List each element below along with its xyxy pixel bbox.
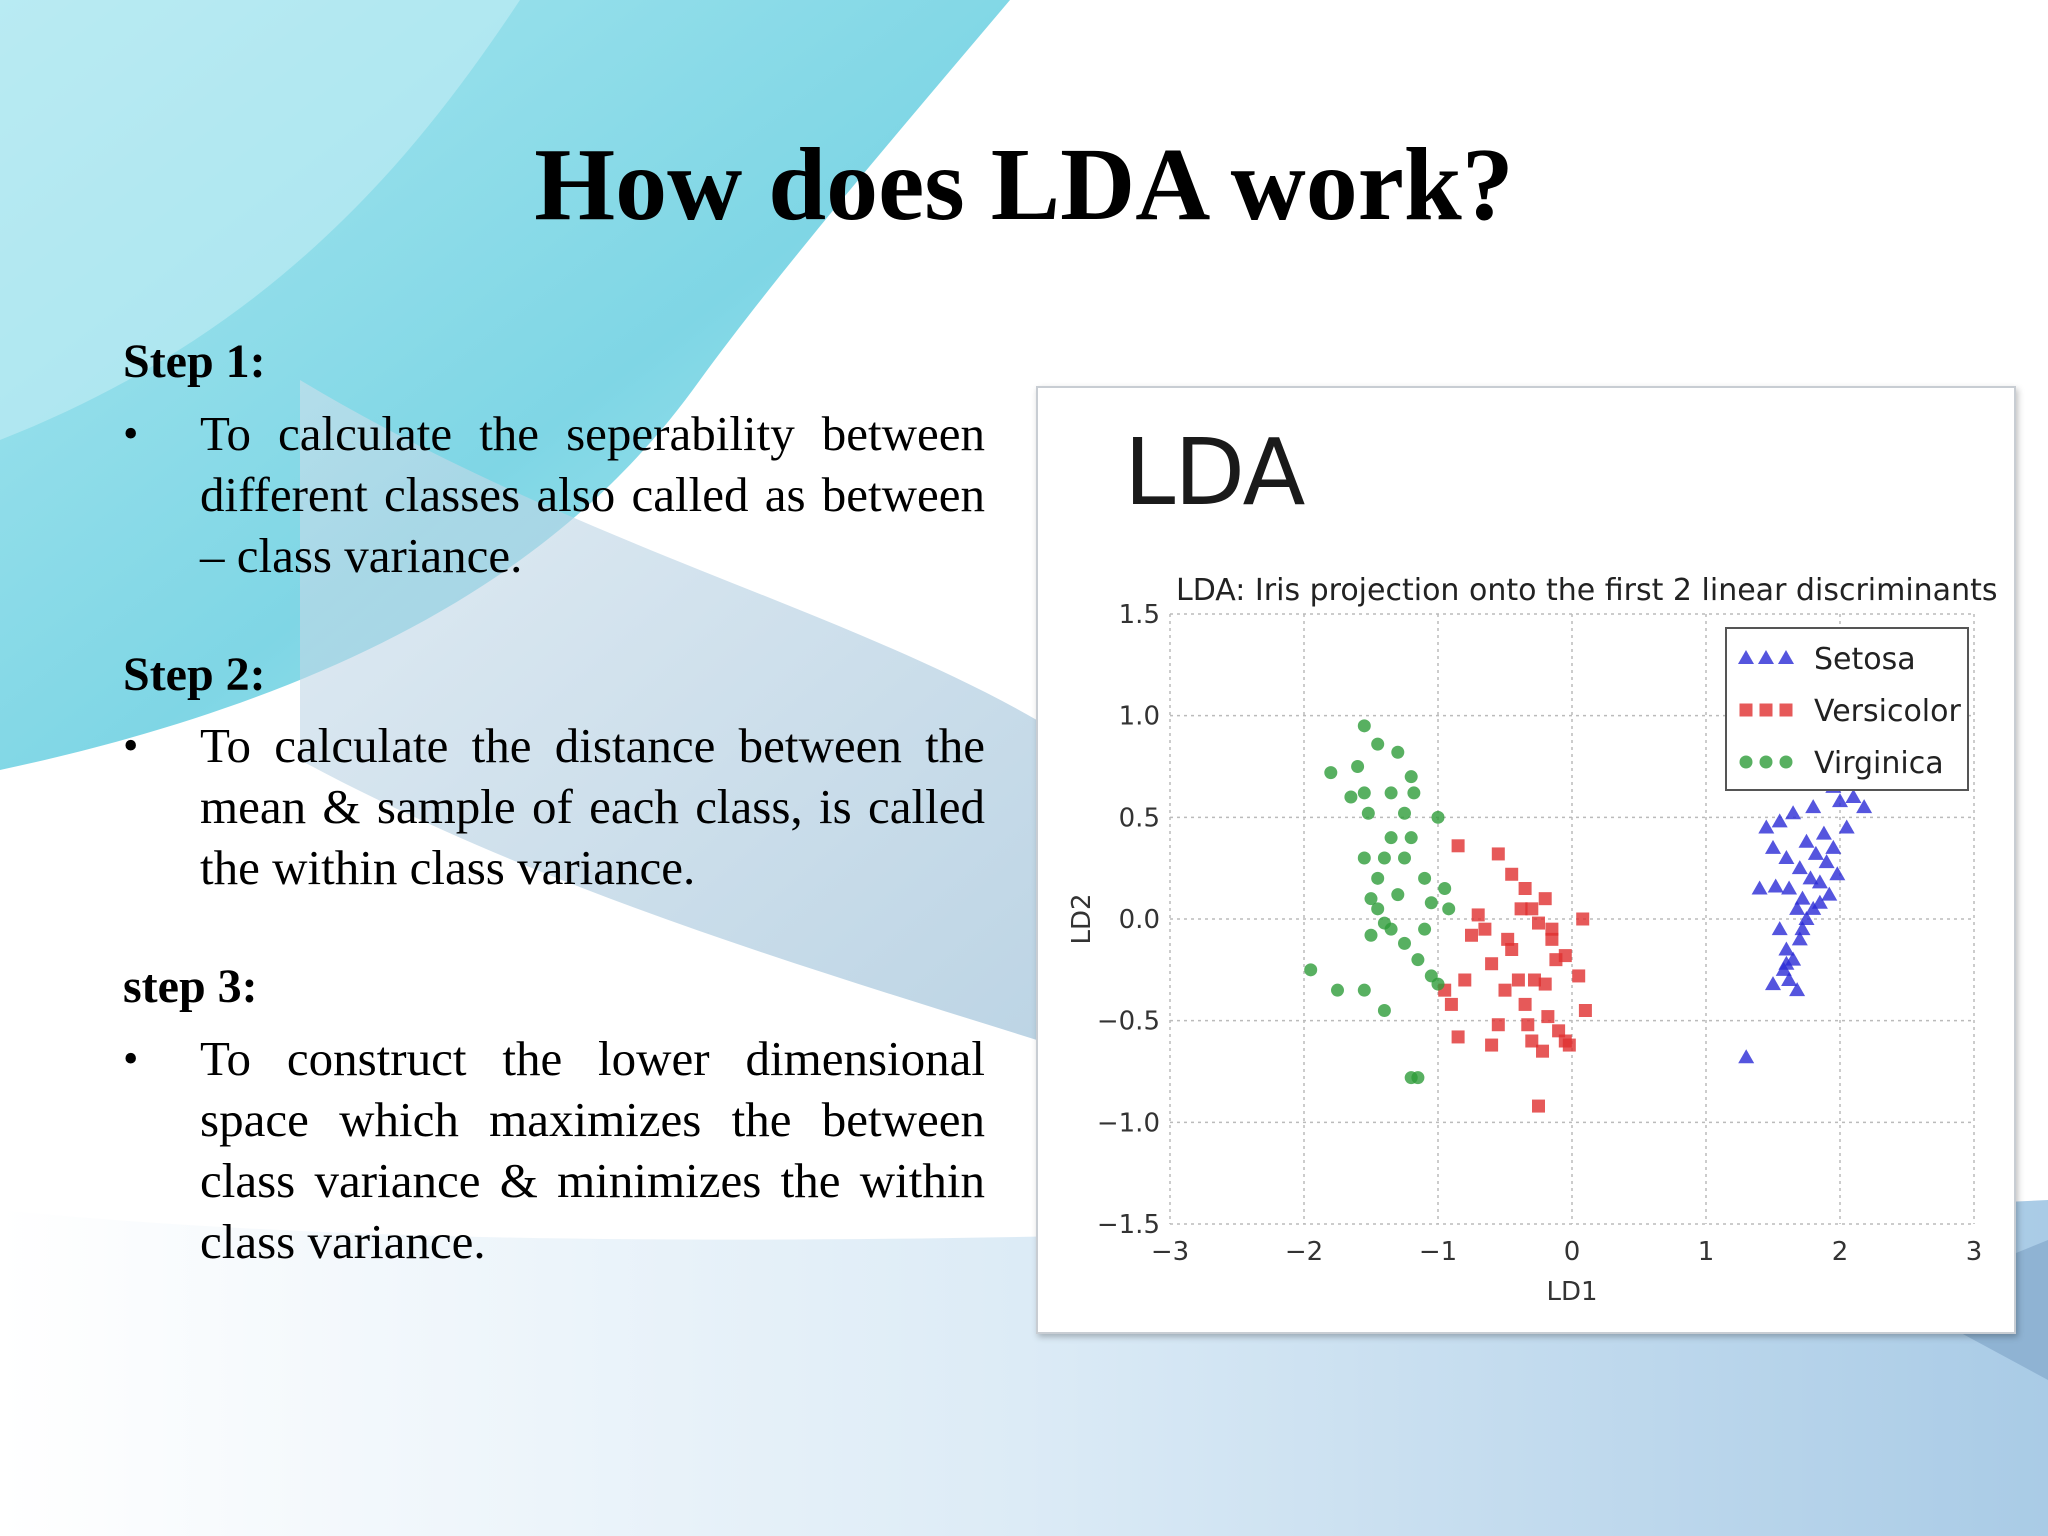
y-tick-label: −1.0 xyxy=(1096,1108,1160,1139)
versicolor-point xyxy=(1485,957,1498,970)
virginica-point xyxy=(1418,872,1431,885)
virginica-point xyxy=(1358,984,1371,997)
virginica-point xyxy=(1432,811,1445,824)
y-axis-label: LD2 xyxy=(1067,893,1097,945)
versicolor-point xyxy=(1579,1004,1592,1017)
virginica-point xyxy=(1398,937,1411,950)
y-tick-label: 0.5 xyxy=(1118,803,1160,834)
setosa-point xyxy=(1825,840,1841,854)
slide-title: How does LDA work? xyxy=(534,127,1514,242)
legend-virginica-marker xyxy=(1780,756,1793,769)
virginica-point xyxy=(1411,953,1424,966)
virginica-point xyxy=(1351,760,1364,773)
versicolor-point xyxy=(1549,953,1562,966)
virginica-point xyxy=(1425,896,1438,909)
virginica-point xyxy=(1405,831,1418,844)
legend-setosa-label: Setosa xyxy=(1814,642,1916,677)
virginica-point xyxy=(1344,791,1357,804)
y-tick-label: −0.5 xyxy=(1096,1006,1160,1037)
legend-virginica-label: Virginica xyxy=(1814,746,1944,781)
setosa-point xyxy=(1839,820,1855,834)
virginica-point xyxy=(1398,852,1411,865)
versicolor-point xyxy=(1485,1039,1498,1052)
setosa-point xyxy=(1778,942,1794,956)
step-text: To construct the lower dimensional space which maximizes the between class variance & minimizes the within class variance. xyxy=(200,1030,985,1269)
virginica-point xyxy=(1378,1004,1391,1017)
x-tick-label: 2 xyxy=(1831,1237,1849,1267)
virginica-point xyxy=(1331,984,1344,997)
step-text: To calculate the seperability between different classes also called as between – class variance. xyxy=(200,405,985,583)
versicolor-point xyxy=(1532,1100,1545,1113)
virginica-point xyxy=(1378,852,1391,865)
virginica-point xyxy=(1432,978,1445,991)
versicolor-point xyxy=(1539,892,1552,905)
x-tick-label: −1 xyxy=(1418,1237,1458,1267)
virginica-point xyxy=(1371,902,1384,915)
virginica-point xyxy=(1371,872,1384,885)
setosa-point xyxy=(1829,866,1845,880)
figure-title: LDA xyxy=(1124,419,1305,526)
x-tick-label: −3 xyxy=(1150,1237,1190,1267)
versicolor-point xyxy=(1545,923,1558,936)
setosa-point xyxy=(1765,976,1781,990)
virginica-point xyxy=(1438,882,1451,895)
bullet-icon: • xyxy=(123,721,139,771)
legend-versicolor-label: Versicolor xyxy=(1814,694,1961,729)
virginica-point xyxy=(1371,738,1384,751)
lda-scatter-plot xyxy=(1038,388,2014,1332)
virginica-point xyxy=(1442,902,1455,915)
virginica-point xyxy=(1385,831,1398,844)
step-3 xyxy=(123,958,985,1272)
versicolor-point xyxy=(1515,902,1528,915)
legend-versicolor-marker xyxy=(1780,704,1793,717)
setosa-point xyxy=(1772,813,1788,827)
versicolor-point xyxy=(1478,923,1491,936)
setosa-point xyxy=(1772,921,1788,935)
versicolor-point xyxy=(1576,913,1589,926)
x-tick-label: 0 xyxy=(1563,1237,1581,1267)
setosa-point xyxy=(1845,789,1861,803)
virginica-point xyxy=(1324,766,1337,779)
versicolor-point xyxy=(1572,969,1585,982)
legend-versicolor-marker xyxy=(1760,704,1773,717)
step-bullet-item xyxy=(123,403,985,586)
virginica-point xyxy=(1418,923,1431,936)
versicolor-point xyxy=(1465,929,1478,942)
setosa-point xyxy=(1792,860,1808,874)
virginica-point xyxy=(1385,786,1398,799)
versicolor-point xyxy=(1499,984,1512,997)
bullet-icon: • xyxy=(123,408,139,458)
virginica-point xyxy=(1358,719,1371,732)
versicolor-point xyxy=(1512,974,1525,987)
setosa-point xyxy=(1799,834,1815,848)
versicolor-point xyxy=(1539,978,1552,991)
setosa-point xyxy=(1768,878,1784,892)
step-2 xyxy=(123,646,985,899)
virginica-point xyxy=(1358,852,1371,865)
versicolor-point xyxy=(1563,1039,1576,1052)
step-heading: step 3: xyxy=(123,960,258,1014)
x-axis-label: LD1 xyxy=(1546,1277,1598,1307)
y-tick-label: 1.5 xyxy=(1118,600,1160,630)
virginica-point xyxy=(1407,786,1420,799)
lda-figure xyxy=(1036,386,2016,1334)
legend-virginica-marker xyxy=(1740,756,1753,769)
virginica-point xyxy=(1405,770,1418,783)
step-heading: Step 2: xyxy=(123,647,266,701)
setosa-point xyxy=(1758,820,1774,834)
versicolor-point xyxy=(1505,868,1518,881)
virginica-point xyxy=(1391,888,1404,901)
virginica-point xyxy=(1362,807,1375,820)
setosa-point xyxy=(1785,805,1801,819)
x-tick-label: 3 xyxy=(1965,1237,1983,1267)
legend-virginica-marker xyxy=(1760,756,1773,769)
x-tick-label: 1 xyxy=(1697,1237,1715,1267)
setosa-point xyxy=(1816,826,1832,840)
step-heading: Step 1: xyxy=(123,335,266,388)
virginica-point xyxy=(1405,1071,1418,1084)
setosa-point xyxy=(1778,850,1794,864)
y-tick-label: 1.0 xyxy=(1118,701,1160,732)
versicolor-point xyxy=(1472,908,1485,921)
virginica-point xyxy=(1391,746,1404,759)
step-bullet-item xyxy=(123,1028,985,1272)
setosa-point xyxy=(1808,846,1824,860)
bullet-icon: • xyxy=(123,1033,139,1083)
setosa-point xyxy=(1752,881,1768,895)
versicolor-point xyxy=(1521,1018,1534,1031)
x-tick-label: −2 xyxy=(1284,1237,1324,1267)
chart-title: LDA: Iris projection onto the first 2 linear discriminants xyxy=(1176,573,1998,608)
y-tick-label: 0.0 xyxy=(1118,905,1160,935)
setosa-point xyxy=(1821,887,1837,901)
virginica-point xyxy=(1304,963,1317,976)
setosa-point xyxy=(1805,799,1821,813)
y-tick-label: −1.5 xyxy=(1096,1210,1160,1240)
setosa-point xyxy=(1738,1049,1754,1063)
virginica-point xyxy=(1358,786,1371,799)
virginica-point xyxy=(1398,807,1411,820)
versicolor-point xyxy=(1492,847,1505,860)
step-1 xyxy=(123,333,985,586)
setosa-point xyxy=(1832,793,1848,807)
versicolor-point xyxy=(1452,839,1465,852)
step-bullet-item xyxy=(123,715,985,898)
versicolor-point xyxy=(1532,917,1545,930)
step-text: To calculate the distance between the mean & sample of each class, is called the within class variance. xyxy=(200,718,985,896)
virginica-point xyxy=(1378,917,1391,930)
setosa-point xyxy=(1765,840,1781,854)
versicolor-point xyxy=(1519,998,1532,1011)
versicolor-point xyxy=(1458,974,1471,987)
legend-versicolor-marker xyxy=(1740,704,1753,717)
versicolor-point xyxy=(1492,1018,1505,1031)
versicolor-point xyxy=(1445,998,1458,1011)
steps-list xyxy=(123,333,985,1332)
versicolor-point xyxy=(1525,1035,1538,1048)
versicolor-point xyxy=(1541,1010,1554,1023)
versicolor-point xyxy=(1452,1030,1465,1043)
versicolor-point xyxy=(1501,933,1514,946)
virginica-point xyxy=(1365,929,1378,942)
versicolor-point xyxy=(1519,882,1532,895)
